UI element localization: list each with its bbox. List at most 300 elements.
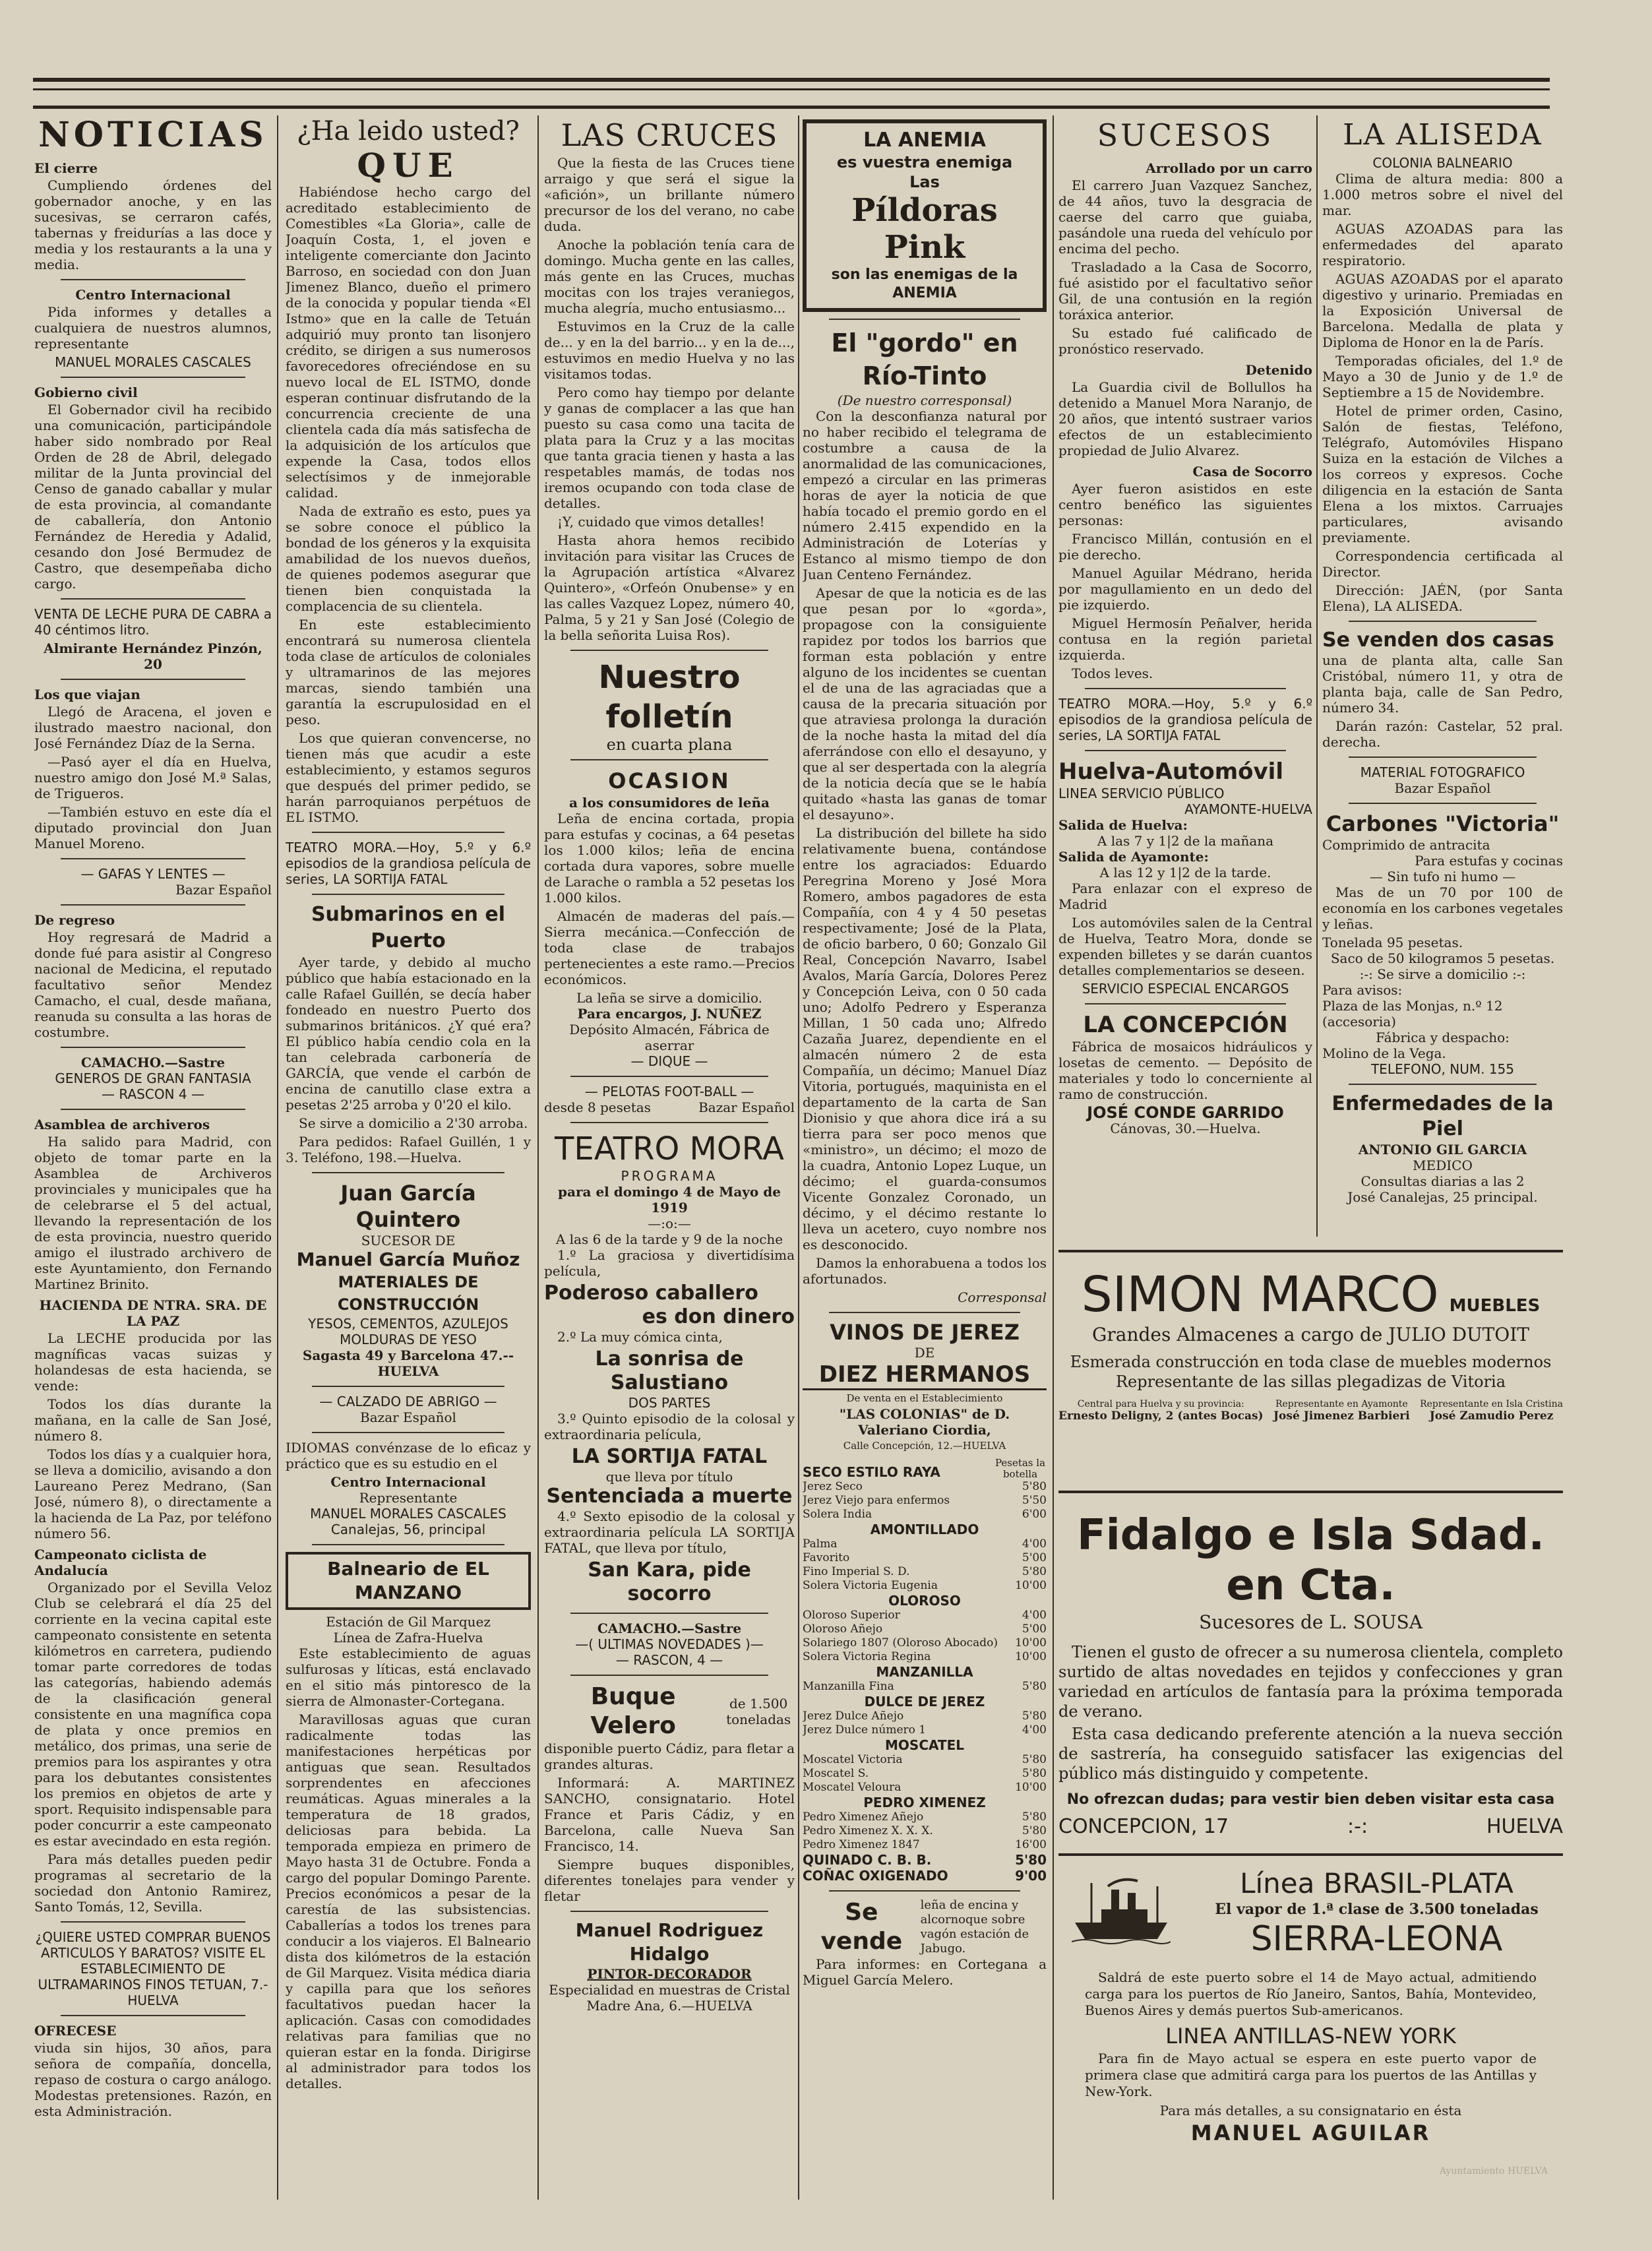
ad-text: PROGRAMA [621, 1168, 718, 1184]
article-text: Apesar de que la noticia es de las que pesan por lo «gorda», propagose con la consiguiente rapidez por todos los barrios que forman esta población y entre alguno de los incidentes se cuentan el de una de las agraciadas que a causa de la precaria situación por que atraviesa prolonga la duración de la noche hasta la mitad del día aferrándose con ello el desayuno, y que al ser despertada con la alegría de la noticia decía que se le había quitado «hasta las ganas de tomar el desayuno». [803, 585, 1047, 822]
article-text: Estuvimos en la Cruz de la calle de... y en la del barrio... y en la de..., estuvimos en medio Huelva y no las visitamos todas. [544, 319, 795, 382]
ad-title: Nuestro folletín [598, 659, 741, 735]
article-text: Con la desconfianza natural por no haber recibido el telegrama de costumbre a causa de la anormalidad de las comunicaciones, empezó a circular en las primeras horas de ayer la noticia de que había tocado el premio gordo en el número 2.415 expendido en la Administración de Loterías y Estanco al mismo tiempo de don Juan Centeno Fernández. [803, 408, 1047, 582]
wine-row [803, 1824, 1047, 1838]
ad-title: Manuel García Muñoz [296, 1249, 520, 1270]
ad-text: SUCESOR DE [361, 1233, 456, 1249]
column-divider [798, 115, 799, 2200]
ad-text: Esta casa dedicando preferente atención a la nueva sección de sastrería, ha conseguido satisfacer las exigencias del público más distinguido y competente. [1058, 1725, 1563, 1783]
ad-sub: Sucesores de L. SOUSA [1199, 1611, 1423, 1633]
wine-name: Moscatel Victoria [803, 1753, 903, 1766]
wine-price: 5'80 [1015, 1852, 1047, 1868]
wine-name: Solariego 1807 (Oloroso Abocado) [803, 1636, 998, 1650]
ad-text: Siempre buques disponibles, diferentes tonelajes para vender y fletar [544, 1857, 795, 1904]
ad-text: TELEFONO, NUM. 155 [1370, 1061, 1515, 1077]
ad-text: Central para Huelva y su provincia: [1077, 1399, 1244, 1409]
article-text: El Gobernador civil ha recibido una comunicación, participándole haber sido nombrado por Real Orden de 28 de Abril, delegado militar de la Junta provincial del Censo de ganado caballar y mular de esta provincia, al comandante de caballería, don Antonio Fernández de Heredia y Adalid, cesando don José Bermudez de Castro, que desempeñaba dicho cargo. [34, 402, 272, 592]
wine-name: Favorito [803, 1551, 850, 1564]
ad-text: Este establecimiento de aguas sulfurosas y líticas, está enclavado en el sitio más pintoresco de la sierra de Almonaster-Cortegana. [286, 1646, 531, 1709]
ad-text: son las enemigas de la ANEMIA [831, 266, 1018, 301]
article-text: Cumpliendo órdenes del gobernador anoche, y en las sucesivas, se cerraron cafés, tabernas y freidurías a las doce y media y los restaurants a la una y media. [34, 177, 272, 272]
ad-text: Correspondencia certificada al Director. [1322, 548, 1563, 580]
subheading: Casa de Socorro [1192, 464, 1312, 479]
section-title: LA ALISEDA [1343, 118, 1543, 152]
ad-text: Fábrica y despacho: [1376, 1030, 1510, 1045]
wine-list [803, 1753, 1047, 1795]
wine-row [803, 1781, 1047, 1795]
ad-address: Canalejas, 56, principal [330, 1522, 486, 1537]
ad-title: DIEZ HERMANOS [803, 1361, 1047, 1390]
wine-name: Palma [803, 1537, 838, 1551]
ad-text: Saco de 50 kilogramos 5 pesetas. [1330, 950, 1555, 966]
wine-list [803, 1537, 1047, 1593]
ad-text: Centro Internacional [330, 1474, 486, 1490]
wine-category: MOSCATEL [885, 1737, 964, 1753]
ad-name: MANUEL MORALES CASCALES [310, 1506, 506, 1522]
ad-text: Informará: A. MARTINEZ SANCHO, consignatario. Hotel France et Paris Cádiz, y en Barcelona, calle Nueva San Francisco, 14. [544, 1775, 795, 1854]
ad-text: es vuestra enemiga [836, 153, 1013, 171]
subheading: Gobierno civil [34, 385, 138, 400]
ad-text: disponible puerto Cádiz, para fletar a grandes alturas. [544, 1741, 795, 1772]
column-noticias [34, 115, 272, 2200]
wine-row [803, 1480, 1047, 1494]
wine-row [803, 1680, 1047, 1694]
subheading: Submarinos en el Puerto [311, 903, 506, 952]
wine-list [803, 1680, 1047, 1694]
price-header: Pesetas la botella [994, 1457, 1046, 1480]
ad-title: — GAFAS Y LENTES — [80, 866, 226, 882]
article-text: Miguel Hermosín Peñalver, herida contusa en la región parietal izquierda. [1058, 615, 1312, 663]
article-text: Todos los días durante la mañana, en la calle de San José, número 8. [34, 1396, 272, 1444]
wine-price: 16'00 [1015, 1838, 1047, 1851]
wine-price: 10'00 [1015, 1579, 1047, 1592]
wine-name: Jerez Dulce Añejo [803, 1710, 904, 1723]
ad-sub: de 1.500 toneladas [726, 1696, 791, 1727]
ad-text: Mas de un 70 por 100 de economía en los carbones vegetales y leñas. [1322, 884, 1563, 932]
column-divider [537, 115, 539, 2200]
ad-text: DOS PARTES [628, 1395, 711, 1411]
top-rule [33, 106, 1550, 109]
ad-text: que lleva por título [605, 1469, 733, 1485]
wine-price: 9'00 [1015, 1868, 1047, 1884]
ad-text: Pida informes y detalles a cualquiera de nuestros alumnos, representante [34, 304, 272, 352]
ad-sub: Bazar Español [698, 1099, 795, 1115]
ad-text: TEATRO MORA.—Hoy, 5.º y 6.º episodios de la grandiosa película de series, LA SORTIJA FATAL [286, 840, 531, 887]
ad-text: MEDICO [1413, 1157, 1473, 1173]
wine-price: 5'80 [1022, 1680, 1047, 1693]
wine-list [803, 1810, 1047, 1852]
article-text: Ha salido para Madrid, con objeto de tomar parte en la Asamblea de Archiveros provinciales y municipales que ha de celebrarse el 5 del actual, llevando la representación de los de esta provincia, nuestro querido amigo el ilustrado archivero de este Ayuntamiento, don Fernando Martinez Brinito. [34, 1134, 272, 1292]
subheading: Arrollado por un carro [1146, 160, 1312, 176]
article-text: Nada de extraño es esto, pues ya se sobre conoce el público la bondad de los géneros y la exquisita amabilidad de los nuevos dueños, de quienes podemos asegurar que tienen bien conquistada la complacencia de su clientela. [286, 503, 531, 614]
ad-text: Temporadas oficiales, del 1.º de Mayo a 30 de Junio y de 1.º de Septiembre a 15 de Novidembre. [1322, 353, 1563, 400]
wine-list [803, 1480, 1047, 1522]
subheading: Los que viajan [34, 687, 140, 702]
ad-sub: El vapor de 1.ª clase de 3.500 toneladas [1215, 1901, 1539, 1918]
wine-list [803, 1710, 1047, 1737]
wine-price: 5'50 [1022, 1494, 1047, 1507]
ad-title: LA CONCEPCIÓN [1083, 1012, 1288, 1038]
ad-text: ¿QUIERE USTED COMPRAR BUENOS ARTICULOS Y BARATOS? VISITE EL ESTABLECIMIENTO DE ULTRAMARINOS FINOS TETUAN, 7.- HUELVA [35, 1929, 271, 2008]
article-text: El carrero Juan Vazquez Sanchez, de 44 años, tuvo la desgracia de caerse del carro que guiaba, pasándole una rueda del vehículo por encima del pecho. [1058, 177, 1312, 257]
article-text: Manuel Aguilar Médrano, herida por magullamiento en un dedo del pie izquierdo. [1058, 565, 1312, 613]
article-text: Ayer fueron asistidos en este centro benéfico las siguientes personas: [1058, 481, 1312, 528]
wine-price: 5'80 [1022, 1565, 1047, 1578]
ad-text: Línea de Zafra-Huelva [333, 1630, 483, 1646]
ad-text: AGUAS AZOADAS para las enfermedades del aparato respiratorio. [1322, 221, 1563, 268]
ad-text: MATERIALES DE CONSTRUCCIÓN [337, 1273, 479, 1314]
wine-price: 6'00 [1022, 1508, 1047, 1521]
ad-text: Especialidad en muestras de Cristal [549, 1982, 790, 1998]
ad-sub: en cuarta plana [606, 735, 733, 754]
ad-title: LINEA ANTILLAS-NEW YORK [1165, 2023, 1456, 2049]
ad-title: MUEBLES [1449, 1296, 1541, 1316]
ad-title: Se venden dos casas [1322, 629, 1554, 652]
ad-title: OCASION [608, 768, 731, 793]
section-title: LAS CRUCES [561, 117, 778, 153]
ad-address: Sagasta 49 y Barcelona 47.--HUELVA [302, 1347, 514, 1379]
article-text: Los que quieran convencerse, no tienen más que acudir a este establecimiento, y estamos seguros que después del primer pedido, se harán parroquianos perpétuos de EL ISTMO. [286, 730, 531, 825]
ad-sub: Bazar Español [1394, 780, 1491, 796]
article-text: Su estado fué calificado de pronóstico reservado. [1058, 325, 1312, 357]
ad-text: MOLDURAS DE YESO [340, 1332, 477, 1347]
section-title: NOTICIAS [38, 115, 268, 155]
film-title: Sentenciada a muerte [546, 1485, 793, 1508]
ad-text: Representante en Ayamonte [1275, 1399, 1408, 1409]
section-title: El "gordo" en Río-Tinto [831, 328, 1018, 390]
subheading: De regreso [34, 912, 115, 928]
wine-row [803, 1636, 1047, 1650]
ad-title: TEATRO MORA [555, 1130, 784, 1167]
section-title: QUE [357, 146, 460, 185]
column-divider [277, 115, 278, 2200]
byline: (De nuestro corresponsal) [837, 392, 1012, 408]
ad-title: MATERIAL FOTOGRAFICO [1360, 764, 1525, 780]
wine-price: 5'80 [1022, 1810, 1047, 1824]
ad-text: Representante en Isla Cristina [1420, 1399, 1563, 1409]
ad-text: 2.º La muy cómica cinta, [557, 1329, 723, 1345]
ad-text: Para enlazar con el expreso de Madrid [1058, 880, 1312, 912]
wine-row [803, 1753, 1047, 1767]
ad-text: leña de encina y alcornoque sobre vagón estación de Jabugo. [920, 1898, 1029, 1956]
film-title: LA SORTIJA FATAL [571, 1445, 768, 1468]
ad-text: Clima de altura media: 800 a 1.000 metros sobre el nivel del mar. [1322, 171, 1563, 218]
wine-name: Moscatel S. [803, 1767, 869, 1780]
wine-row [803, 1565, 1047, 1579]
ad-title: — PELOTAS FOOT-BALL — [584, 1084, 754, 1099]
article-text: La Guardia civil de Bollullos ha detenido a Manuel Mora Naranjo, de 20 años, que intentó sustraer varios efectos de un establecimiento propiedad de Julio Alvarez. [1058, 379, 1312, 458]
ad-text: Darán razón: Castelar, 52 pral. derecha. [1322, 718, 1563, 750]
wine-name: Jerez Seco [803, 1480, 863, 1493]
ad-text: Comprimido de antracita [1322, 837, 1490, 853]
wine-name: Jerez Viejo para enfermos [803, 1494, 950, 1507]
ad-name: MANUEL MORALES CASCALES [55, 354, 251, 370]
subheading: OFRECESE [34, 2023, 117, 2039]
article-text: Pero como hay tiempo por delante y ganas de complacer a las que han puesto su casa como una tacita de plata para la Cruz y a las mocitas que tanta gracia tienen y hasta a las respetables mamás, de todas nos iremos ocupando con toda clase de detalles. [544, 385, 795, 511]
article-text: Francisco Millán, contusión en el pie derecho. [1058, 531, 1312, 563]
article-text: Que la fiesta de las Cruces tiene arraigo y que será el sigue la «afición», un brillante número precursor de los del verano, no cabe duda. [544, 155, 795, 234]
wine-price: 5'80 [1022, 1753, 1047, 1766]
ad-text: Para informes: en Cortegana a Miguel García Melero. [803, 1956, 1047, 1988]
wine-row [803, 1767, 1047, 1781]
ad-text: —:o:— [648, 1216, 691, 1231]
ad-text: 1.º La graciosa y divertidísima película, [544, 1247, 795, 1279]
film-title: es don dinero [642, 1305, 795, 1328]
ad-text: Dirección: JAÉN, (por Santa Elena), LA ALISEDA. [1322, 582, 1563, 614]
ad-text: Plaza de las Monjas, n.º 12 (accesoria) [1322, 998, 1503, 1030]
ad-title: Enfermedades de la Piel [1331, 1092, 1554, 1140]
ad-text: Tonelada 95 pesetas. [1322, 935, 1463, 950]
ad-text: Depósito Almacén, Fábrica de aserrar [569, 1022, 770, 1053]
wine-row [803, 1710, 1047, 1723]
ad-text: Maravillosas aguas que curan radicalmente todas las manifestaciones herpéticas por antiguas que sean. Resultados sorprendentes en afecciones reumáticas. Aguas minerales a la temperatura de 18 grados, deliciosas para bebida. La temporada empieza en primero de Mayo hasta 31 de Octubre. Fonda a cargo del popular Domingo Parente. Precios económicos a pesar de la carestía de las subsistencias. Caballerías a todos los trenes para conducir a los viajeros. El Balneario dista dos kilómetros de la estación de Gil Marquez. Visita médica diaria y capilla para que los señores facultativos puedan hacer la aplicación. Casas con comodidades relativas para familias que no quieran estar en la fonda. Dirigirse al administrador para todos los detalles. [286, 1711, 531, 2091]
article-text: Llegó de Aracena, el joven e ilustrado maestro nacional, don José Fernández Díaz de la Serna. [34, 704, 272, 751]
wine-category: QUINADO C. B. B. [803, 1852, 932, 1868]
ad-title: Juan García Quintero [340, 1181, 476, 1232]
pildoras-pink-ad [803, 119, 1047, 312]
article-text: La distribución del billete ha sido relativamente buena, contándose entre los agraciados: Eduardo Peregrina Moreno y José Mora Romero, ambos pagadores de esta Compañía, con 4 y 4 50 pesetas respectivamente; José de la Plata, de oficio barbero, 0 60; Gonzalo Gil Real, Concepción Navarro, Isabel Avalos, María García, Dolores Perez y Concepción Leiva, con 0 50 cada uno; Adolfo Pedrero y Esperanza Millan, 1 50 cada uno; Alfredo Cazaña Juarez, dependiente en el almacén número 2 de esta Compañía, un décimo; Manuel Díaz Vitoria, portugués, maquinista en el departamento de la carta de San Dionisio y que ahora dice irá a su tierra para ser poco menos que «ministro», un décimo; el mozo de la cuadra, Antonio Lopez Luque, un décimo; el guarda-consumos Vicente Gonzalez Coronado, un décimo, y el décimo restante lo lleva un acetero, cuyo nombre nos es desconocido. [803, 825, 1047, 1252]
ad-text: Almacén de maderas del país.—Sierra mecánica.—Confección de toda clase de trabajos pertenecientes a este ramo.—Precios económicos. [544, 908, 795, 987]
wine-price: 5'00 [1022, 1551, 1047, 1564]
wine-name: Jerez Dulce número 1 [803, 1723, 927, 1737]
wine-name: Oloroso Superior [803, 1609, 900, 1622]
wine-name: Manzanilla Fina [803, 1680, 894, 1693]
wine-price: 10'00 [1015, 1781, 1047, 1794]
wine-name: Moscatel Veloura [803, 1781, 902, 1794]
article-text: Hasta ahora hemos recibido invitación para visitar las Cruces de la Agrupación artística «Alvarez Quintero», «Orfeón Onubense» y en las calles Vazquez Lopez, número 40, Palma, 5 y 21 y San José (Colegio de la bella señorita Luisa Ros). [544, 532, 795, 643]
wine-price: 5'00 [1022, 1622, 1047, 1636]
wine-name: Pedro Ximenez Añejo [803, 1810, 924, 1824]
article-text: Para más detalles pueden pedir programas al secretario de la sociedad don Antonio Ramirez, Santo Tomás, 12, Sevilla. [34, 1851, 272, 1915]
column-las-cruces [544, 115, 795, 2200]
ad-text: — DIQUE — [630, 1053, 708, 1069]
ad-text: 3.º Quinto episodio de la colosal y extraordinaria película, [544, 1411, 795, 1442]
ad-name: JOSÉ CONDE GARRIDO [1087, 1103, 1284, 1122]
wine-price: 5'80 [1022, 1824, 1047, 1837]
ad-text: Las [909, 173, 940, 191]
ad-text: Molino de la Vega. [1322, 1045, 1446, 1061]
ad-text: "LAS COLONIAS" de D. Valeriano Ciordia, [839, 1406, 1010, 1438]
wine-price: 5'80 [1022, 1480, 1047, 1493]
ad-text: Los automóviles salen de la Central de Huelva, Teatro Mora, donde se expenden billetes y se darán cuantos detalles complementarios se deseen. [1058, 915, 1312, 978]
article-text: Hoy regresará de Madrid a donde fué para asistir al Congreso nacional de Medicina, el reputado facultativo señor Mendez Camacho, el cual, desde mañana, reanuda su consulta a las horas de costumbre. [34, 929, 272, 1040]
article-text: ¡Y, cuidado que vimos detalles! [557, 514, 765, 530]
wine-row [803, 1723, 1047, 1737]
ad-address: HUELVA [1486, 1815, 1563, 1838]
article-text: La LECHE producida por las magníficas vacas suizas y holandesas de esta hacienda, se vende: [34, 1330, 272, 1394]
ad-sub: a los consumidores de leña [568, 795, 770, 811]
wine-price: 4'00 [1022, 1609, 1047, 1622]
film-title: La sonrisa de Salustiano [595, 1347, 744, 1394]
top-rule [33, 88, 1550, 90]
wine-row [803, 1609, 1047, 1622]
ad-text: Representante [359, 1490, 458, 1506]
wine-row [803, 1551, 1047, 1565]
column-que [286, 115, 531, 2200]
ad-text: Estación de Gil Marquez [326, 1614, 491, 1630]
ad-sub: COLONIA BALNEARIO [1372, 155, 1513, 171]
ad-text: :-: Se sirve a domicilio :-: [1359, 966, 1526, 982]
wine-row [803, 1508, 1047, 1522]
ad-text: José Jimenez Barbieri [1273, 1409, 1410, 1423]
article-text: —Pasó ayer el día en Huelva, nuestro amigo don José M.ª Salas, de Trigueros. [34, 754, 272, 801]
ad-name: MANUEL AGUILAR [1190, 2120, 1431, 2145]
wine-name: Pedro Ximenez 1847 [803, 1838, 920, 1851]
ad-name: ANTONIO GIL GARCIA [1358, 1142, 1527, 1157]
ad-text: Para estufas y cocinas [1415, 853, 1563, 869]
ad-title: Manuel Rodriguez Hidalgo [575, 1919, 764, 1965]
brasil-plata-ad [1058, 1866, 1563, 2183]
ad-text: desde 8 pesetas [544, 1099, 651, 1115]
column-rio-tinto [803, 115, 1047, 2200]
ad-title: Se vende [820, 1899, 903, 1955]
wine-price: 10'00 [1015, 1636, 1047, 1650]
ad-address: Cánovas, 30.—Huelva. [1110, 1121, 1261, 1136]
subheading: Asamblea de archiveros [34, 1117, 210, 1132]
wine-row [803, 1537, 1047, 1551]
ad-text: No ofrezcan dudas; para vestir bien deben visitar esta casa [1066, 1791, 1555, 1808]
ad-sub: Grandes Almacenes a cargo de JULIO DUTOIT [1092, 1324, 1529, 1345]
wine-name: Solera India [803, 1508, 872, 1521]
article-text: Habiéndose hecho cargo del acreditado establecimiento de Comestibles «La Gloria», calle de Joaquín Costa, 1, el joven e inteligente comerciante don Jacinto Barroso, en sociedad con don Juan Jimenez Blanco, dueño el primero de la conocida y popular tienda «El Istmo» que en la calle de Tetuán adquirió muy pronto tan lisonjero crédito, se dirigen a sus numerosos favorecedores ofreciéndose en su nuevo local de EL ISTMO, donde esperan continuar disfrutando de la concurrencia creciente de una clientela cada día más satisfecha de la adquisición de los artículos que expende la Casa, todos ellos selectísimos y de inmejorable calidad. [286, 184, 531, 501]
ad-text: A las 6 de la tarde y 9 de la noche [555, 1231, 783, 1247]
ad-text: AYAMONTE-HUELVA [1184, 801, 1312, 817]
article-text: En este establecimiento encontrará su numerosa clientela toda clase de artículos de coloniales y ultramarinos de las mejores marcas, siendo también una garantía la escrupulosidad en el peso. [286, 617, 531, 727]
article-text: Se sirve a domicilio a 2'30 arroba. [299, 1115, 528, 1131]
ad-title: CAMACHO.—Sastre [80, 1055, 226, 1070]
ad-title: — CALZADO DE ABRIGO — [319, 1394, 497, 1409]
ad-text: PINTOR-DECORADOR [587, 1966, 752, 1982]
ad-text: SERVICIO ESPECIAL ENCARGOS [1082, 981, 1289, 997]
ad-text: VENTA DE LECHE PURA DE CABRA a 40 céntimos litro. [34, 606, 272, 638]
wine-price: 10'00 [1015, 1650, 1047, 1663]
column-divider [1316, 115, 1318, 1237]
wine-row [803, 1810, 1047, 1824]
wine-price: 4'00 [1022, 1723, 1047, 1737]
ad-text: AGUAS AZOADAS por el aparato digestivo y urinario. Premiadas en la Exposición Universal de Barcelona. Medalla de plata y Diploma de Honor en la de París. [1322, 271, 1563, 350]
article-text: Todos leves. [1072, 665, 1153, 681]
wine-list [803, 1609, 1047, 1664]
ad-text: Leña de encina cortada, propia para estufas y cocinas, a 64 pesetas los 1.000 kilos; leña de encina cortada dura vapores, sobre muelle de Larache o rambla a 52 pesetas los 1.000 kilos. [544, 811, 795, 906]
ad-title: Píldoras Pink [851, 192, 998, 266]
byline: Corresponsal [958, 1289, 1047, 1305]
article-text: Ayer tarde, y debido al mucho público que había estacionado en la calle Rafael Guillén, se decía haber fondeado en nuestro Puerto dos submarinos británicos. ¿Y qué era? El público había cendio cola en la tan celebrada carbonería de GARCÍA, que vende el carbón de encina de canutillo clase extra a pesetas 2'25 arroba y 0'20 el kilo. [286, 954, 531, 1113]
article-text: Organizado por el Sevilla Veloz Club se celebrará el día 25 del corriente en la vecina capital este campeonato consistente en setenta kilómetros en carretera, pudiendo tomar parte corredores de todas las categorías, habiendo además de la clasificación general consistente en una magnífica copa de plata y once premios en metálico, dos primas, una serie de premios para los aspirantes y otra para los debutantes consistentes los premios en objetos de arte y sport. Requisito indispensable para poder concurrir a este campeonato es estar avecindado en esta región. [34, 1580, 272, 1849]
ad-text: José Zamudio Perez [1429, 1409, 1554, 1423]
section-title: ¿Ha leido usted? [297, 116, 520, 146]
wine-category: COÑAC OXIGENADO [803, 1868, 948, 1884]
ad-text: La leña se sirve a domicilio. [576, 990, 763, 1006]
ad-text: para el domingo 4 de Mayo de 1919 [558, 1184, 781, 1216]
wine-name: Pedro Ximenez X. X. X. [803, 1824, 933, 1837]
steamship-icon [1072, 1873, 1171, 1946]
wine-category: PEDRO XIMENEZ [863, 1795, 986, 1810]
column-divider [1053, 115, 1054, 2200]
ad-text: Esmerada construcción en toda clase de muebles modernos [1070, 1353, 1552, 1371]
wine-name: Solera Victoria Regina [803, 1650, 931, 1663]
ad-text: Ernesto Deligny, 2 (antes Bocas) [1058, 1409, 1264, 1423]
ad-title: SIERRA-LEONA [1250, 1919, 1503, 1959]
wine-category: DULCE DE JEREZ [864, 1694, 985, 1710]
article-text: Trasladado a la Casa de Socorro, fué asistido por el facultativo señor Gil, de una contusión en la región toráxica anterior. [1058, 259, 1312, 323]
wine-row [803, 1650, 1047, 1664]
wine-category: AMONTILLADO [870, 1522, 979, 1537]
ad-title: Línea BRASIL-PLATA [1240, 1867, 1514, 1899]
fidalgo-isla-ad [1058, 1510, 1563, 1840]
ad-text: Representante de las sillas plegadizas de Vitoria [1115, 1372, 1506, 1391]
ad-text: — RASCON, 4 — [615, 1652, 723, 1668]
ad-text: TEATRO MORA.—Hoy, 5.º y 6.º episodios de la grandiosa película de series, LA SORTIJA FATAL [1058, 696, 1312, 743]
subheading: Detenido [1245, 362, 1312, 378]
ad-address: José Canalejas, 25 principal. [1347, 1189, 1538, 1205]
ad-text: De venta en el Establecimiento [846, 1392, 1003, 1404]
ad-title: Carbones "Victoria" [1326, 811, 1560, 836]
wine-row [803, 1622, 1047, 1636]
ad-text: Salida de Ayamonte: [1058, 849, 1209, 865]
ad-address: Madre Ana, 6.—HUELVA [586, 1998, 752, 2014]
ad-text: GENEROS DE GRAN FANTASIA [55, 1070, 251, 1086]
ad-address: Almirante Hernández Pinzón, 20 [44, 640, 262, 672]
ad-title: SIMON MARCO [1081, 1266, 1439, 1323]
article-text: Anoche la población tenía cara de domingo. Mucha gente en las calles, más gente en las Cruces, muchas mocitas con los trajes veraniegos, mucha alegría, mucho entusiasmo... [544, 237, 795, 316]
ad-sub: Bazar Español [175, 882, 272, 898]
ad-text: :-: [1347, 1815, 1368, 1838]
article-text: —También estuvo en este día el diputado provincial don Juan Manuel Moreno. [34, 804, 272, 851]
ad-address: CONCEPCION, 17 [1058, 1815, 1229, 1838]
ad-title: VINOS DE JEREZ [830, 1320, 1020, 1345]
ad-title: CAMACHO.—Sastre [597, 1620, 742, 1636]
simon-marco-ad [1058, 1266, 1563, 1484]
wine-row [803, 1494, 1047, 1508]
article-text: Para pedidos: Rafael Guillén, 1 y 3. Teléfono, 198.—Huelva. [286, 1134, 531, 1165]
wine-name: Solera Victoria Eugenia [803, 1579, 938, 1592]
ad-text: LINEA SERVICIO PÚBLICO [1058, 786, 1225, 801]
wine-name: Fino Imperial S. D. [803, 1565, 910, 1578]
subheading: Campeonato ciclista de Andalucía [34, 1547, 207, 1578]
ad-text: A las 7 y 1|2 de la mañana [1097, 833, 1274, 849]
wine-row [803, 1838, 1047, 1852]
ad-text: —( ULTIMAS NOVEDADES )— [575, 1636, 764, 1652]
subheading: Centro Internacional [75, 287, 231, 303]
article-text: viuda sin hijos, 30 años, para señora de compañía, doncella, repaso de costura o cargo análogo. Modestas pretensiones. Razón, en esta Administración. [34, 2040, 272, 2119]
subheading: El cierre [34, 160, 98, 176]
column-sucesos [1058, 115, 1312, 1237]
wine-category: OLOROSO [888, 1593, 961, 1609]
wine-price: 4'00 [1022, 1537, 1047, 1551]
ad-title: Fidalgo e Isla Sdad. en Cta. [1077, 1511, 1545, 1610]
article-text: Todos los días y a cualquier hora, se lleva a domicilio, avisando a don Laureano Perez Medrano, (San José, número 8), o directamente a la hacienda de La Paz, por teléfono número 56. [34, 1446, 272, 1541]
ad-text: Para fin de Mayo actual se espera en este puerto vapor de primera clase que admitirá carga para los puertos de las Antillas y New-York. [1085, 2051, 1537, 2099]
wine-category: MANZANILLA [876, 1664, 973, 1680]
ad-text: Calle Concepción, 12.—HUELVA [843, 1440, 1006, 1452]
wine-price: 5'80 [1022, 1710, 1047, 1723]
ad-text: Fábrica de mosaicos hidráulicos y losetas de cemento. — Depósito de materiales y todo lo concerniente al ramo de construcción. [1058, 1039, 1312, 1102]
ad-text: Saldrá de este puerto sobre el 14 de Mayo actual, admitiendo carga para los puertos de Río Janeiro, Santos, Bahía, Montevideo, Buenos Aires y demás puertos Sub-americanos. [1085, 1969, 1537, 2018]
ad-title: Huelva-Automóvil [1058, 758, 1283, 785]
ad-title: Buque Velero [590, 1683, 676, 1739]
section-title: SUCESOS [1097, 117, 1274, 153]
film-title: Poderoso caballero [544, 1281, 758, 1305]
ad-text: — RASCON 4 — [102, 1086, 204, 1102]
ad-text: — Sin tufo ni humo — [1369, 869, 1516, 884]
ad-title: Balneario de EL MANZANO [286, 1552, 531, 1610]
subheading: HACIENDA DE NTRA. SRA. DE LA PAZ [39, 1297, 267, 1329]
ad-text: Consultas diarias a las 2 [1361, 1173, 1525, 1189]
wine-name: Oloroso Añejo [803, 1622, 883, 1636]
ad-text: YESOS, CEMENTOS, AZULEJOS [308, 1316, 508, 1332]
ad-title: LA ANEMIA [863, 129, 986, 152]
ad-text: Para avisos: [1322, 982, 1403, 998]
